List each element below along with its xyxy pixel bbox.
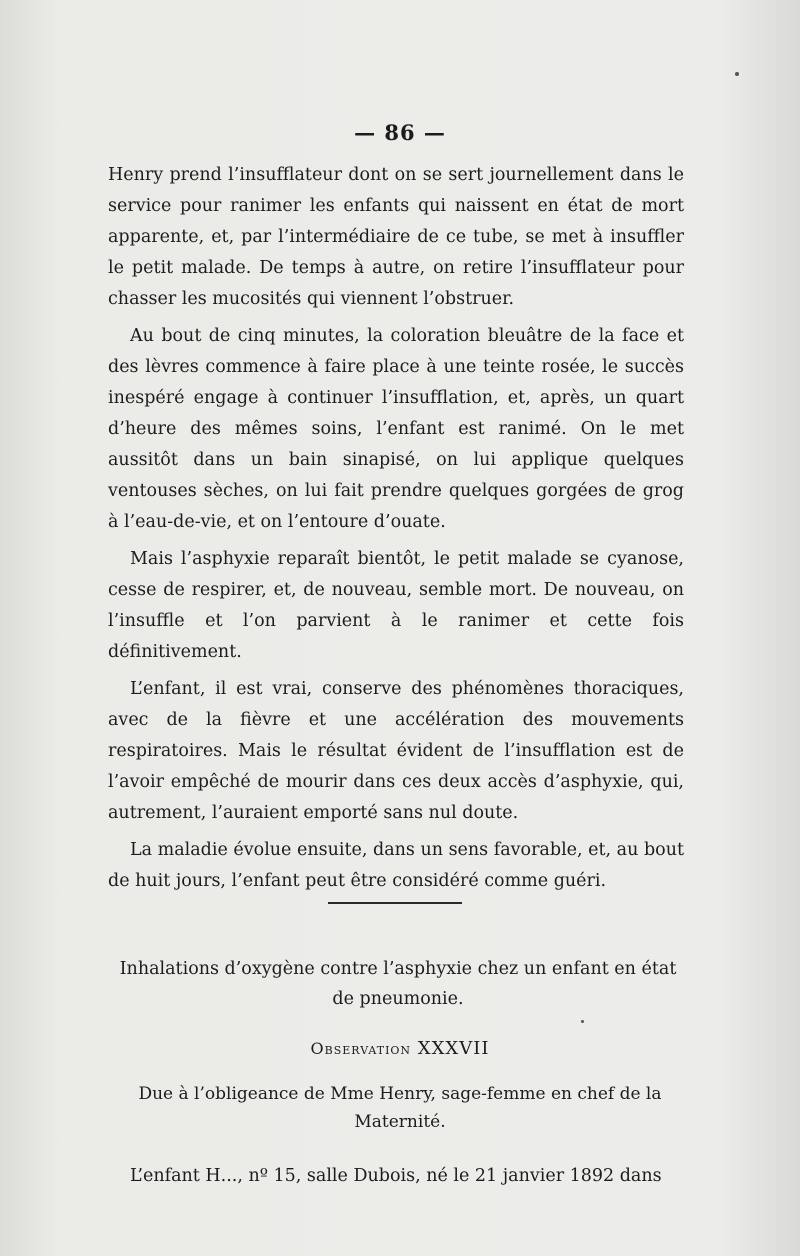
- body-text: [108, 160, 684, 903]
- page-number: — 86 —: [354, 120, 446, 145]
- section-title: Inhalations d’oxygène contre l’asphyxie chez un enfant en état de pneumonie.: [119, 959, 677, 1009]
- paper-speck: [735, 72, 739, 76]
- observation-heading: [0, 1038, 800, 1059]
- paragraph: L’enfant, il est vrai, conserve des phénomènes thoraciques, avec de la fièvre et une accélération des mouvements respiratoires. Mais le résultat évident de l’insufflation est de l’avoir empêché de mourir dans ces deux accès d’asphyxie, qui, autrement, l’auraient emporté sans nul doute.: [108, 679, 684, 823]
- paper-speck: [581, 1020, 584, 1023]
- observation-number: XXXVII: [417, 1038, 490, 1059]
- paragraph: Mais l’asphyxie reparaît bientôt, le petit malade se cyanose, cesse de respirer, et, de nouveau, semble mort. De nouveau, on l’insuffle et l’on parvient à le ranimer et cette fois définitivement.: [108, 549, 684, 662]
- paragraph-start: L’enfant H..., nº 15, salle Dubois, né le 21 janvier 1892 dans: [130, 1166, 662, 1186]
- paragraph: Henry prend l’insufflateur dont on se sert journellement dans le service pour ranimer les enfants qui naissent en état de mort apparente, et, par l’intermédiaire de ce tube, se met à insuffler le petit malade. De temps à autre, on retire l’insufflateur pour chasser les mucosités qui viennent l’obstruer.: [108, 165, 684, 309]
- observation-label: Observation: [310, 1039, 412, 1058]
- paragraph: Au bout de cinq minutes, la coloration bleuâtre de la face et des lèvres commence à faire place à une teinte rosée, le succès inespéré engage à continuer l’insufflation, et, après, un quart d’heure des mêmes soins, l’enfant est ranimé. On le met aussitôt dans un bain sinapisé, on lui applique quelques ventouses sèches, on lui fait prendre quelques gorgées de grog à l’eau-de-vie, et on l’entoure d’ouate.: [108, 326, 684, 532]
- section-divider: [328, 902, 462, 904]
- observation-credit: Due à l’obligeance de Mme Henry, sage-femme en chef de la Maternité.: [138, 1084, 662, 1132]
- paragraph: La maladie évolue ensuite, dans un sens favorable, et, au bout de huit jours, l’enfant peut être considéré comme guéri.: [108, 840, 684, 891]
